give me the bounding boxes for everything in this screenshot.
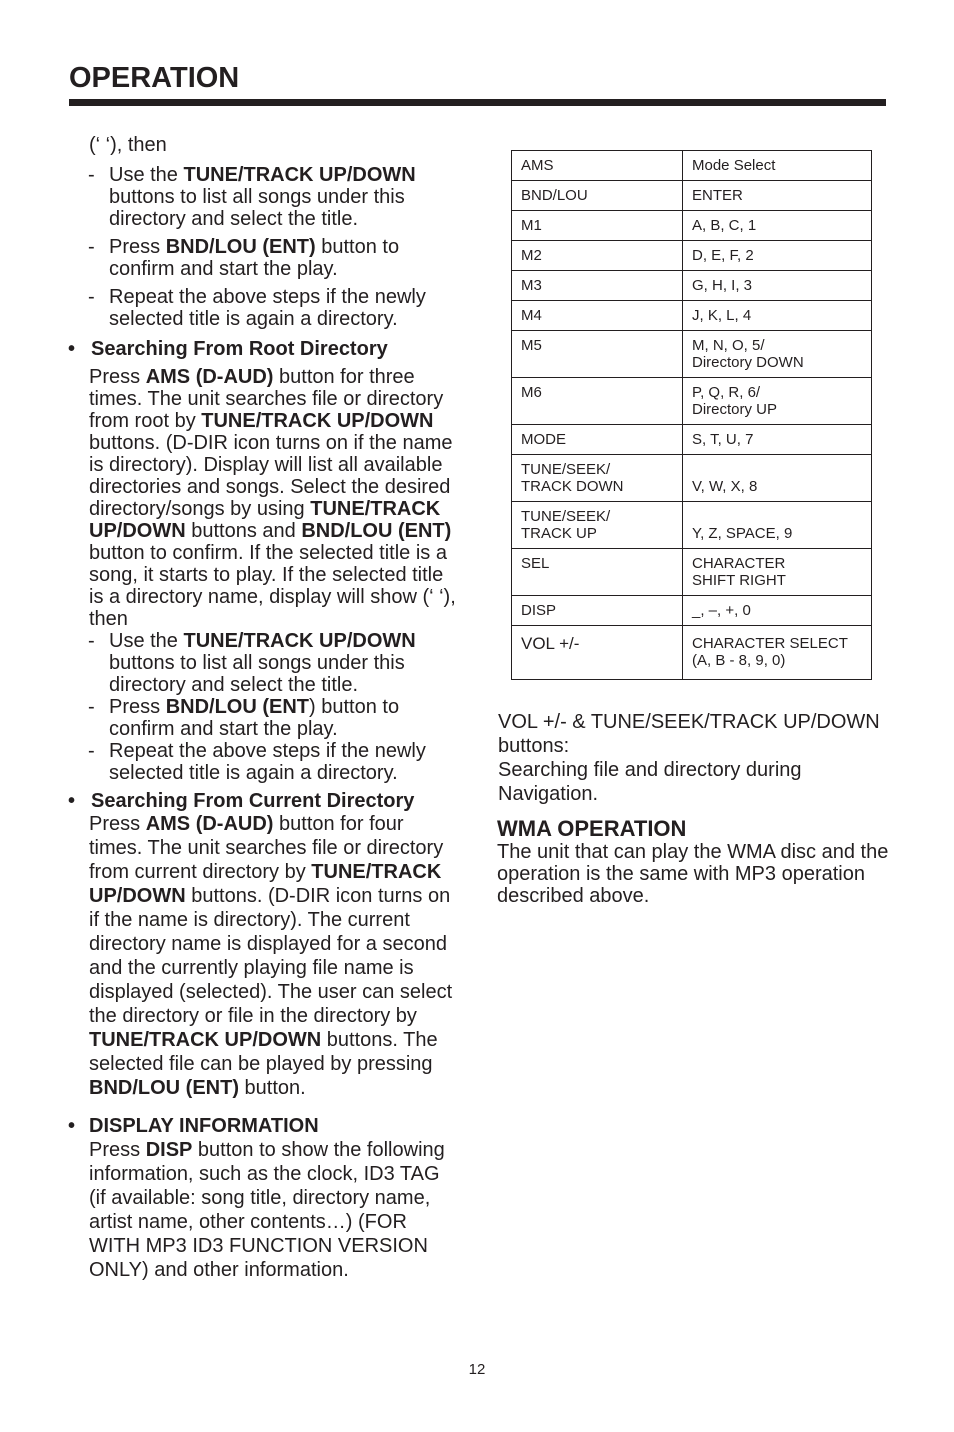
right-column <box>497 150 889 907</box>
title-rule <box>69 99 886 106</box>
function-cell: S, T, U, 7 <box>683 425 872 455</box>
key-cell: BND/LOU <box>512 181 683 211</box>
table-row <box>512 151 872 181</box>
section-heading-current: • Searching From Current Directory <box>68 790 415 812</box>
step-item: - Press BND/LOU (ENT) button to confirm and start the play. <box>88 696 400 740</box>
key-cell: MODE <box>512 425 683 455</box>
step-item: - Use the TUNE/TRACK UP/DOWN buttons to list all songs under this directory and select the title. <box>88 630 416 696</box>
steps-list-1 <box>68 164 460 330</box>
table-row <box>512 331 872 378</box>
key-cell: TUNE/SEEK/ TRACK DOWN <box>512 455 683 502</box>
section-heading-display: • DISPLAY INFORMATION <box>68 1115 319 1137</box>
step-item: - Press BND/LOU (ENT) button to confirm and start the play. <box>88 236 400 280</box>
table-row <box>512 241 872 271</box>
key-cell: TUNE/SEEK/ TRACK UP <box>512 502 683 549</box>
table-row <box>512 455 872 502</box>
section-heading-root: • Searching From Root Directory <box>68 338 388 360</box>
function-cell: A, B, C, 1 <box>683 211 872 241</box>
step-item: - Repeat the above steps if the newly selected title is again a directory. <box>88 740 426 784</box>
table-row <box>512 502 872 549</box>
wma-paragraph: The unit that can play the WMA disc and the operation is the same with MP3 operation described above. <box>497 841 889 907</box>
vol-note: VOL +/- & TUNE/SEEK/TRACK UP/DOWN buttons: Searching file and directory during Navigation. <box>498 711 880 805</box>
root-paragraph: Press AMS (D-AUD) button for three times. The unit searches file or directory from root by TUNE/TRACK UP/DOWN buttons. (D-DIR icon turns on if the name is directory). Display will list all available directories and songs. Select the desired directory/songs by using TUNE/TRACK UP/DOWN buttons and BND/LOU (ENT) button to confirm. If the selected title is a song, it starts to play. If the selected title is a directory name, display will show (‘ ‘), then <box>89 366 456 630</box>
function-cell: Mode Select <box>683 151 872 181</box>
display-paragraph: Press DISP button to show the following information, such as the clock, ID3 TAG (if available: song title, directory name, artist name, other contents…) (FOR WITH MP3 ID3 FUNCTION VERSION ONLY) and other information. <box>89 1139 445 1281</box>
function-cell: M, N, O, 5/ Directory DOWN <box>683 331 872 378</box>
key-cell: M4 <box>512 301 683 331</box>
key-function-table <box>511 150 872 680</box>
key-cell: M1 <box>512 211 683 241</box>
table-row <box>512 626 872 680</box>
function-cell: _, –, +, 0 <box>683 596 872 626</box>
function-cell: ENTER <box>683 181 872 211</box>
table-row <box>512 211 872 241</box>
function-cell: J, K, L, 4 <box>683 301 872 331</box>
wma-heading: WMA OPERATION <box>497 816 687 841</box>
steps-list-2 <box>68 630 460 784</box>
table-row <box>512 549 872 596</box>
page-number: 12 <box>468 1361 486 1378</box>
key-cell: M6 <box>512 378 683 425</box>
table-row <box>512 301 872 331</box>
key-cell: M3 <box>512 271 683 301</box>
key-cell: VOL +/- <box>512 626 683 680</box>
table-row <box>512 271 872 301</box>
current-paragraph: Press AMS (D-AUD) button for four times. The unit searches file or directory from current directory by TUNE/TRACK UP/DOWN buttons. (D-DIR icon turns on if the name is directory). The current directory name is displayed for a second and the currently playing file name is displayed (selected). The user can select the directory or file in the directory by TUNE/TRACK UP/DOWN buttons. The selected file can be played by pressing BND/LOU (ENT) button. <box>89 813 453 1099</box>
table-row <box>512 596 872 626</box>
key-cell: M2 <box>512 241 683 271</box>
page-title: OPERATION <box>69 62 240 94</box>
key-cell: AMS <box>512 151 683 181</box>
table-row <box>512 378 872 425</box>
table-row <box>512 425 872 455</box>
left-column <box>68 134 460 1282</box>
continuation-line: (‘ ‘), then <box>89 134 167 156</box>
step-item: - Repeat the above steps if the newly selected title is again a directory. <box>88 286 426 330</box>
function-cell: CHARACTER SHIFT RIGHT <box>683 549 872 596</box>
function-cell: V, W, X, 8 <box>683 455 872 502</box>
key-cell: M5 <box>512 331 683 378</box>
function-cell: CHARACTER SELECT (A, B - 8, 9, 0) <box>683 626 872 680</box>
table-row <box>512 181 872 211</box>
key-cell: DISP <box>512 596 683 626</box>
function-cell: Y, Z, SPACE, 9 <box>683 502 872 549</box>
function-cell: G, H, I, 3 <box>683 271 872 301</box>
function-cell: D, E, F, 2 <box>683 241 872 271</box>
key-cell: SEL <box>512 549 683 596</box>
function-cell: P, Q, R, 6/ Directory UP <box>683 378 872 425</box>
step-item: - Use the TUNE/TRACK UP/DOWN buttons to list all songs under this directory and select the title. <box>88 164 416 230</box>
